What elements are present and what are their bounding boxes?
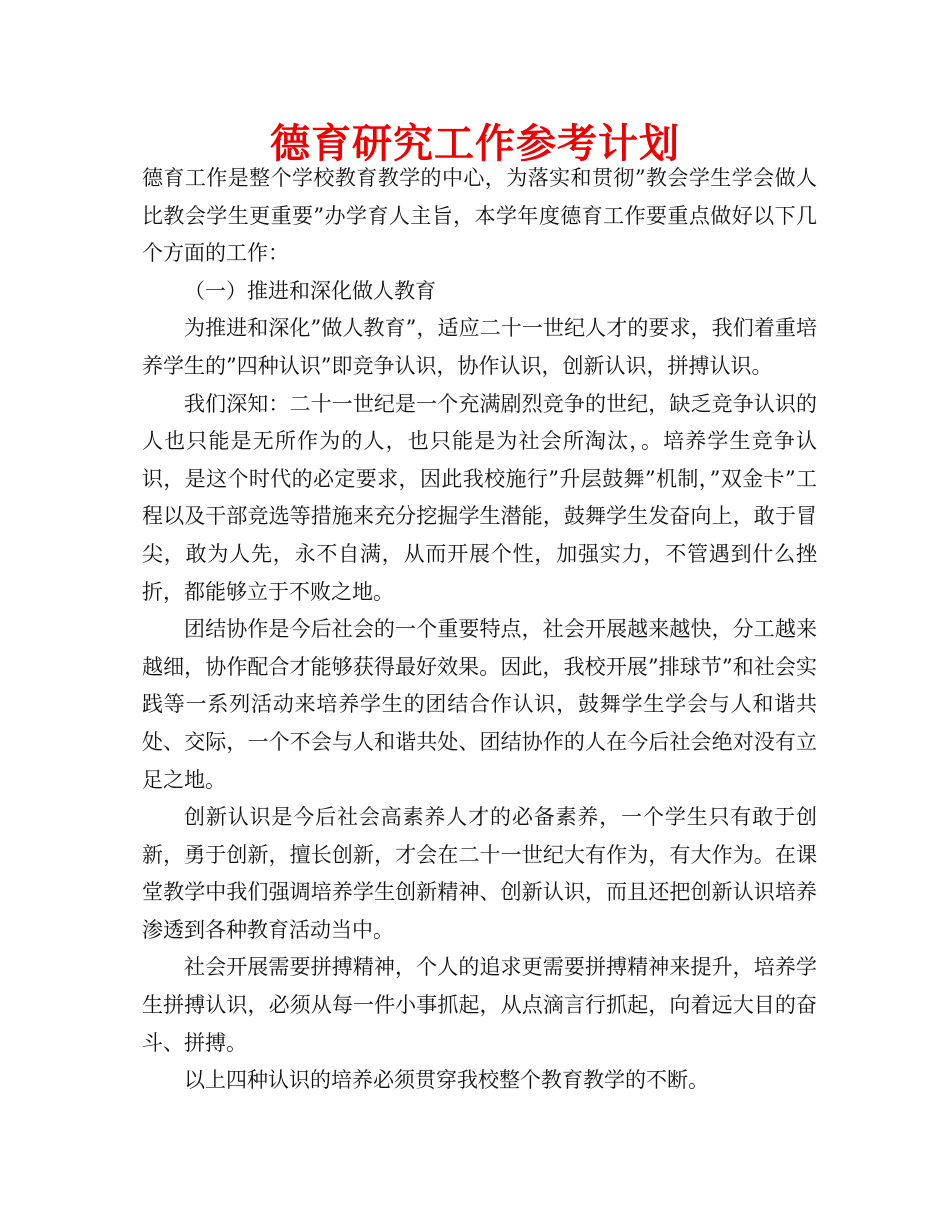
- paragraph: 我们深知：二十一世纪是一个充满剧烈竞争的世纪，缺乏竞争认识的人也只能是无所作为的人，也只能是为社会所淘汰，。培养学生竞争认识，是这个时代的必定要求，因此我校施行”升层鼓舞”机制，”双金卡”工程以及干部竞选等措施来充分挖掘学生潜能，鼓舞学生发奋向上，敢于冒尖，敢为人先，永不自满，从而开展个性，加强实力，不管遇到什么挫折，都能够立于不败之地。: [142, 391, 817, 604]
- document-body: [142, 160, 817, 1100]
- document-title: 德育研究工作参考计划: [270, 121, 680, 167]
- section-heading: （一）推进和深化做人教育: [184, 278, 436, 303]
- paragraph: 创新认识是今后社会高素养人才的必备素养，一个学生只有敢于创新，勇于创新，擅长创新，才会在二十一世纪大有作为，有大作为。在课堂教学中我们强调培养学生创新精神、创新认识，而且还把创新认识培养渗透到各种教育活动当中。: [142, 805, 817, 942]
- paragraph: 社会开展需要拼搏精神，个人的追求更需要拼搏精神来提升，培养学生拼搏认识，必须从每一件小事抓起，从点滴言行抓起，向着远大目的奋斗、拼搏。: [142, 955, 817, 1055]
- paragraph-intro: 德育工作是整个学校教育教学的中心，为落实和贯彻”教会学生学会做人比教会学生更重要”办学育人主旨，本学年度德育工作要重点做好以下几个方面的工作：: [142, 166, 817, 266]
- paragraph: 以上四种认识的培养必须贯穿我校整个教育教学的不断。: [184, 1068, 709, 1093]
- paragraph: 为推进和深化”做人教育”，适应二十一世纪人才的要求，我们着重培养学生的”四种认识”即竞争认识，协作认识，创新认识，拼搏认识。: [142, 316, 817, 378]
- paragraph: 团结协作是今后社会的一个重要特点，社会开展越来越快，分工越来越细，协作配合才能够获得最好效果。因此，我校开展”排球节”和社会实践等一系列活动来培养学生的团结合作认识，鼓舞学生学会与人和谐共处、交际，一个不会与人和谐共处、团结协作的人在今后社会绝对没有立足之地。: [142, 617, 817, 792]
